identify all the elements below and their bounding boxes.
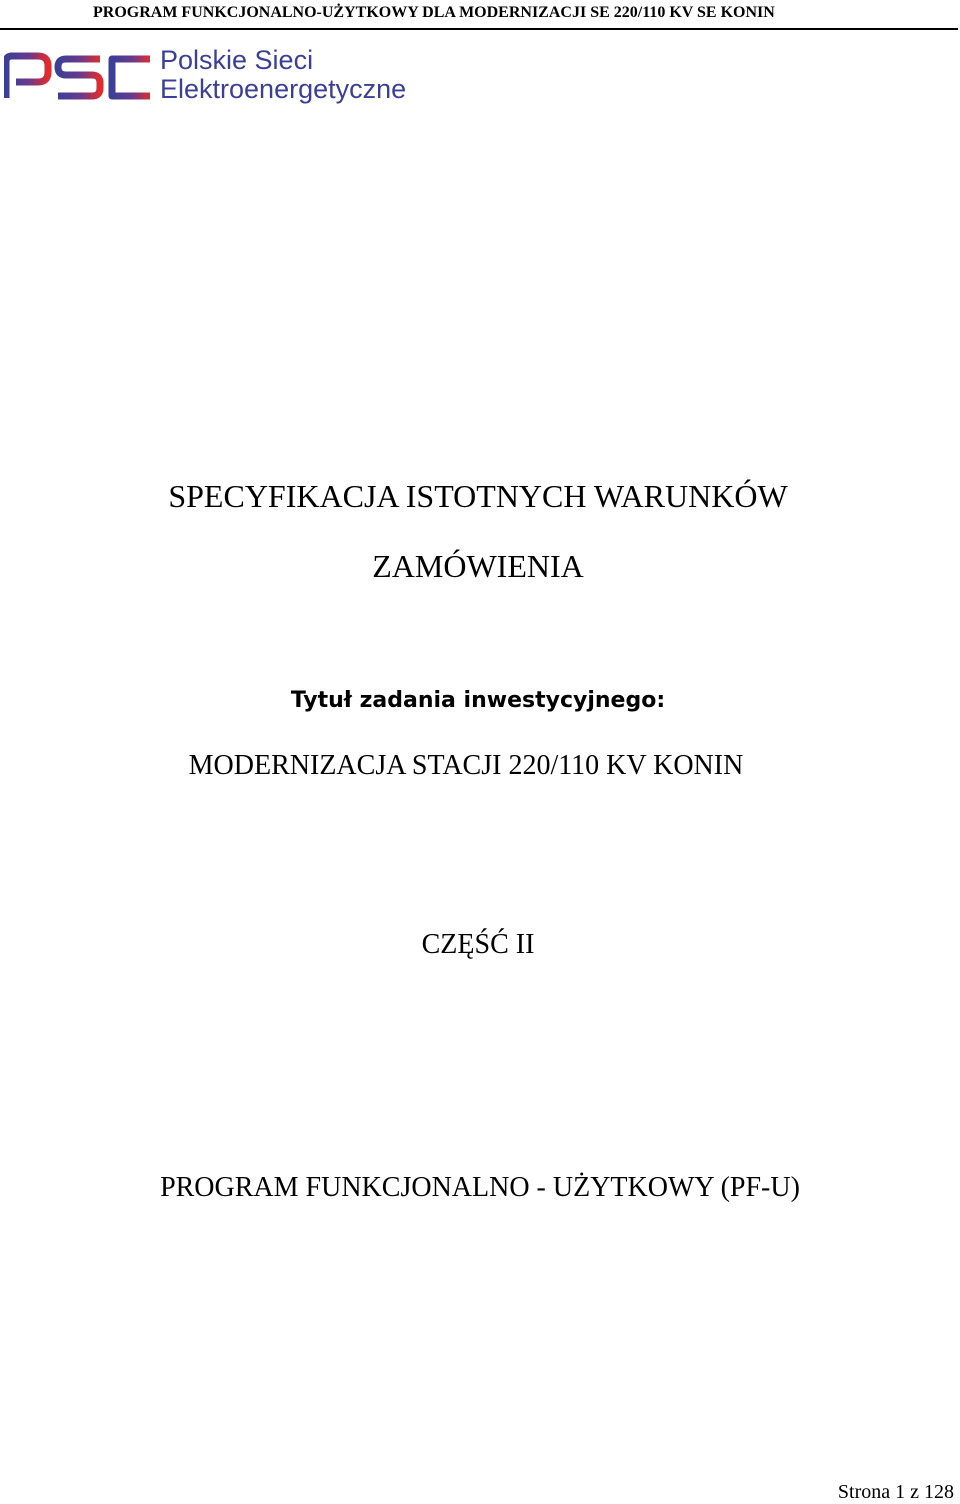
pse-logo [4, 46, 434, 108]
document-title-line-2: ZAMÓWIENIA [372, 548, 584, 584]
running-header-title: PROGRAM FUNKCJONALNO-UŻYTKOWY DLA MODERNIZACJI SE 220/110 KV SE KONIN [93, 4, 775, 21]
task-name: MODERNIZACJA STACJI 220/110 KV KONIN [188, 750, 744, 781]
running-header [0, 2, 958, 30]
pse-logo-mark [4, 50, 152, 102]
document-title-line-1: SPECYFIKACJA ISTOTNYCH WARUNKÓW [168, 478, 788, 514]
document-part: CZĘŚĆ II [421, 929, 535, 960]
program-title: PROGRAM FUNKCJONALNO - UŻYTKOWY (PF-U) [160, 1172, 800, 1203]
task-label: Tytuł zadania inwestycyjnego: [290, 688, 666, 713]
logo-name-line-2: Elektroenergetyczne [160, 74, 407, 104]
page-number: Strona 1 z 128 [837, 1481, 954, 1503]
pse-logo-name [160, 46, 406, 104]
logo-name-line-1: Polskie Sieci [160, 45, 314, 75]
